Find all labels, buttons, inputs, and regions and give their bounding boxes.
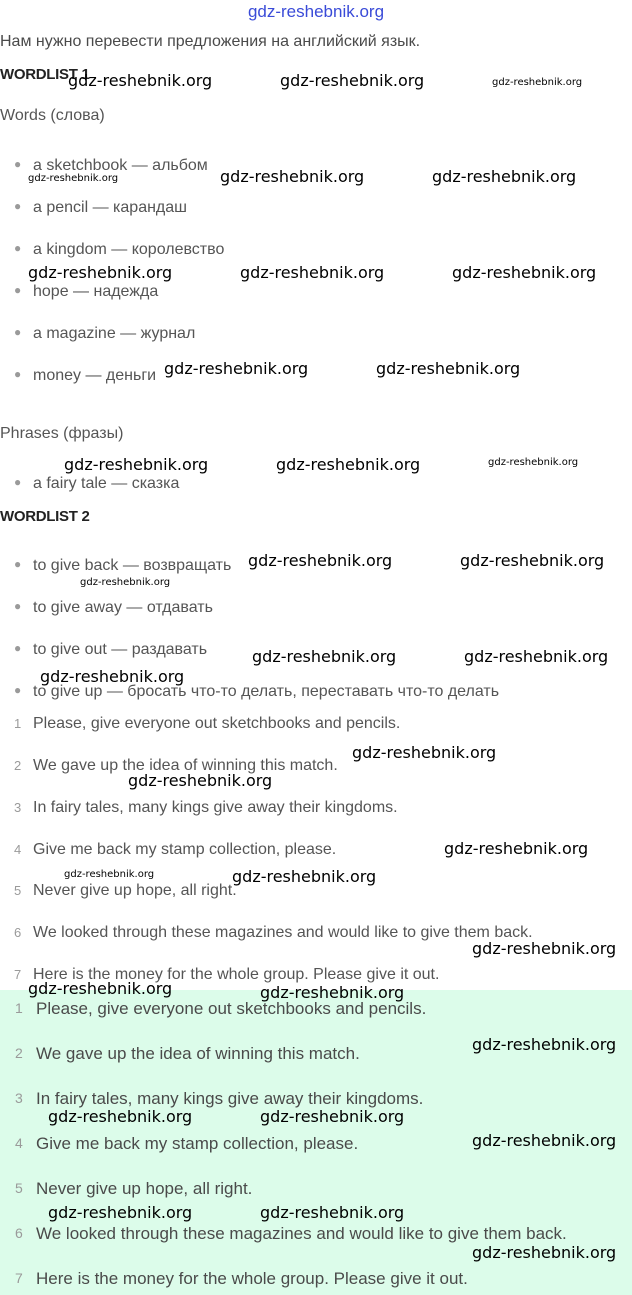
bullet-icon: ●	[14, 641, 22, 655]
watermark: gdz-reshebnik.org	[28, 173, 119, 184]
watermark: gdz-reshebnik.org	[460, 551, 605, 570]
watermark: gdz-reshebnik.org	[444, 839, 589, 858]
bullet-icon: ●	[14, 283, 22, 297]
watermark: gdz-reshebnik.org	[232, 867, 377, 886]
watermark: gdz-reshebnik.org	[252, 647, 397, 666]
bullet-icon: ●	[14, 475, 22, 489]
watermark: gdz-reshebnik.org	[472, 939, 617, 958]
watermark: gdz-reshebnik.org	[40, 667, 185, 686]
watermark: gdz-reshebnik.org	[48, 1203, 193, 1222]
words-heading: Words (слова)	[0, 107, 105, 124]
watermark: gdz-reshebnik.org	[472, 1035, 617, 1054]
watermark: gdz-reshebnik.org	[248, 551, 393, 570]
watermark: gdz-reshebnik.org	[488, 457, 579, 468]
watermark: gdz-reshebnik.org	[220, 167, 365, 186]
watermark: gdz-reshebnik.org	[80, 577, 171, 588]
wordlist2-title: WORDLIST 2	[0, 508, 90, 525]
watermark: gdz-reshebnik.org	[276, 455, 421, 474]
watermark: gdz-reshebnik.org	[68, 71, 213, 90]
bullet-icon: ●	[14, 325, 22, 339]
bullet-icon: ●	[14, 367, 22, 381]
watermark: gdz-reshebnik.org	[28, 263, 173, 282]
watermark: gdz-reshebnik.org	[432, 167, 577, 186]
bullet-icon: ●	[14, 599, 22, 613]
watermark: gdz-reshebnik.org	[28, 979, 173, 998]
site-header[interactable]: gdz-reshebnik.org	[247, 2, 385, 21]
watermark: gdz-reshebnik.org	[472, 1131, 617, 1150]
watermark: gdz-reshebnik.org	[64, 455, 209, 474]
watermark: gdz-reshebnik.org	[48, 1107, 193, 1126]
watermark: gdz-reshebnik.org	[352, 743, 497, 762]
watermark: gdz-reshebnik.org	[452, 263, 597, 282]
wordlist1-title: WORDLIST 1	[0, 66, 90, 83]
watermark: gdz-reshebnik.org	[280, 71, 425, 90]
watermark: gdz-reshebnik.org	[240, 263, 385, 282]
watermark: gdz-reshebnik.org	[260, 1203, 405, 1222]
watermark: gdz-reshebnik.org	[260, 1107, 405, 1126]
bullet-icon: ●	[14, 241, 22, 255]
watermark: gdz-reshebnik.org	[464, 647, 609, 666]
watermark: gdz-reshebnik.org	[64, 869, 155, 880]
bullet-icon: ●	[14, 557, 22, 571]
phrases-heading: Phrases (фразы)	[0, 425, 124, 442]
intro-text: Нам нужно перевести предложения на английский язык.	[0, 33, 421, 50]
watermark: gdz-reshebnik.org	[164, 359, 309, 378]
bullet-icon: ●	[14, 199, 22, 213]
watermark: gdz-reshebnik.org	[376, 359, 521, 378]
watermark: gdz-reshebnik.org	[128, 771, 273, 790]
bullet-icon: ●	[14, 683, 22, 697]
watermark: gdz-reshebnik.org	[260, 983, 405, 1002]
bullet-icon: ●	[14, 157, 22, 171]
watermark: gdz-reshebnik.org	[472, 1243, 617, 1262]
watermark: gdz-reshebnik.org	[492, 77, 583, 88]
